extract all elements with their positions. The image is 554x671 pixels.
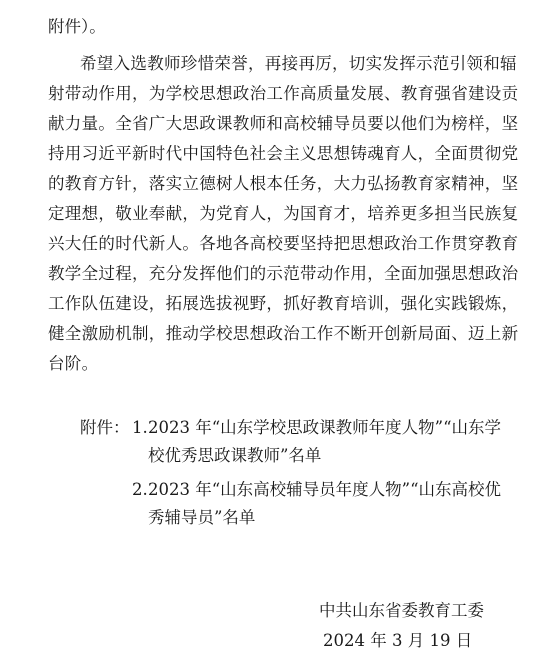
- attachment-number: 1.: [132, 418, 148, 437]
- paragraph-line: 献力量。全省广大思政课教师和高校辅导员要以他们为榜样，坚: [48, 114, 519, 133]
- paragraph-line: 兴大任的时代新人。各地各高校要坚持把思想政治工作贯穿教育: [48, 234, 519, 253]
- attachment-row: [80, 476, 530, 532]
- paragraph-line: 健全激励机制，推动学校思想政治工作不断开创新局面、迈上新: [48, 324, 519, 343]
- paragraph-line: 定理想，敬业奉献，为党育人，为国育才，培养更多担当民族复: [48, 204, 519, 223]
- attachment-title-line: 2023 年“山东高校辅导员年度人物”“山东高校优: [148, 480, 502, 499]
- attachment-title: [148, 476, 501, 532]
- issuing-organization: 中共山东省委教育工委: [319, 601, 484, 620]
- paragraph-line: 的教育方针，落实立德树人根本任务，大力弘扬教育家精神，坚: [48, 174, 519, 193]
- paragraph-line: 教学全过程，充分发挥他们的示范带动作用，全面加强思想政治: [48, 264, 519, 283]
- attachment-title: [148, 414, 501, 470]
- attachment-number: 2.: [132, 480, 148, 499]
- attachment-item: [132, 414, 501, 470]
- body-paragraph: [48, 49, 518, 379]
- attachments-label-spacer: [80, 476, 132, 532]
- paragraph-line: 射带动作用，为学校思想政治工作高质量发展、教育强省建设贡: [48, 84, 519, 103]
- signature-block: [319, 596, 484, 656]
- issue-date: 2024 年 3 月 19 日: [323, 631, 473, 650]
- attachment-title-line: 校优秀思政课教师”名单: [148, 446, 322, 465]
- attachments-section: [80, 414, 530, 532]
- attachment-title-line: 2023 年“山东学校思政课教师年度人物”“山东学: [148, 418, 502, 437]
- paragraph-line: 工作队伍建设，拓展选拔视野，抓好教育培训，强化实践锻炼，: [48, 294, 519, 313]
- attachment-item: [132, 476, 501, 532]
- top-fragment-text: 附件）。: [48, 17, 106, 36]
- paragraph-line: 台阶。: [48, 354, 99, 373]
- attachments-label: 附件：: [80, 418, 130, 437]
- paragraph-line: 持用习近平新时代中国特色社会主义思想铸魂育人，全面贯彻党: [48, 144, 519, 163]
- attachment-title-line: 秀辅导员”名单: [148, 508, 256, 527]
- attachment-row: [80, 414, 530, 470]
- paragraph-line: 希望入选教师珍惜荣誉，再接再厉，切实发挥示范引领和辐: [80, 54, 517, 73]
